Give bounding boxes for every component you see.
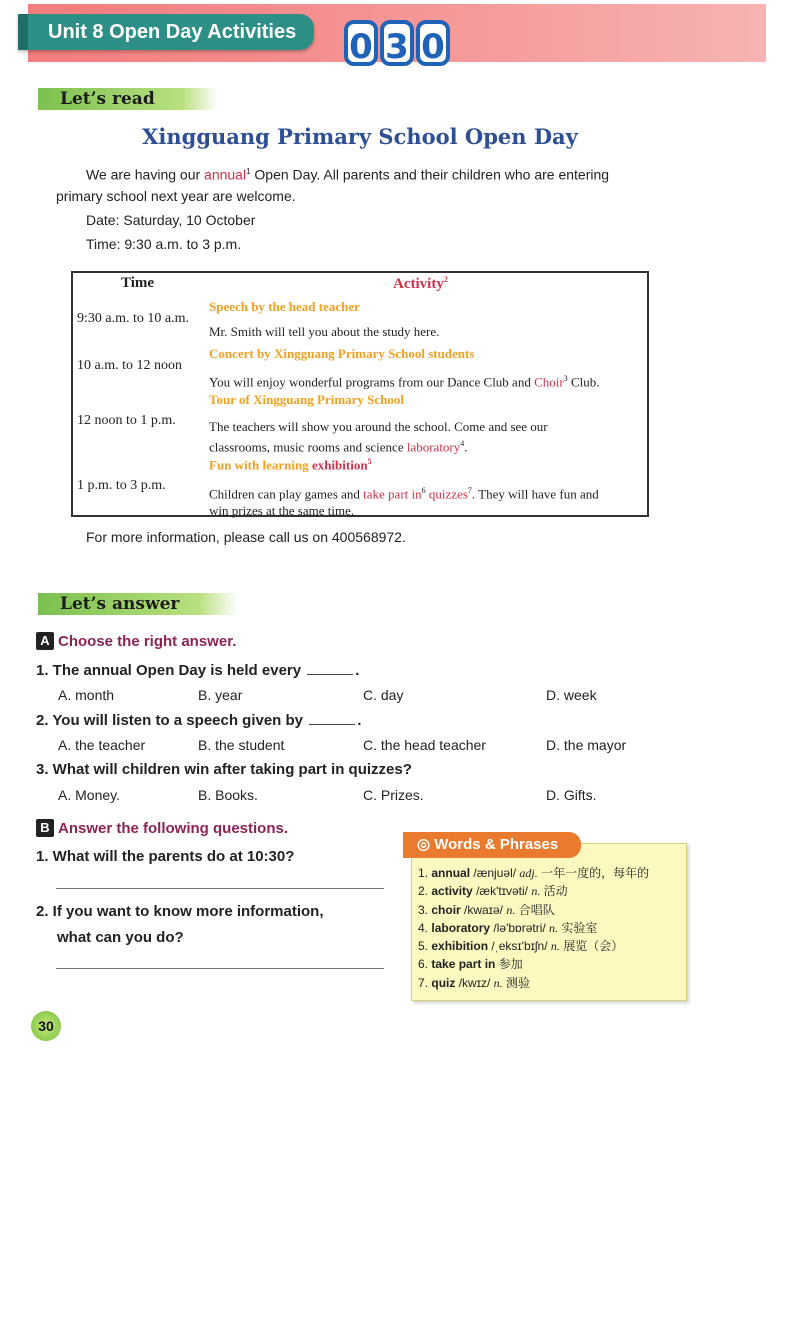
- answer-blank[interactable]: [309, 710, 355, 725]
- row-time: 1 p.m. to 3 p.m.: [77, 478, 166, 493]
- option[interactable]: D. week: [546, 687, 597, 703]
- option[interactable]: B. Books.: [198, 787, 258, 803]
- row-desc: Children can play games and take part $in^6$ quizzes$^7$. They will have fun and win prizes at the same time.: [209, 486, 599, 519]
- intro-line-1: We are having our annual$^1$ Open Day. All parents and their children who are entering: [86, 166, 610, 183]
- question-b1: 1. What will the parents do at 10:30?: [36, 848, 295, 865]
- col-header-time: Time: [121, 275, 155, 291]
- page-title: Xingguang Primary School Open Day: [142, 124, 578, 149]
- lets-answer-banner: Let’s answer: [38, 593, 238, 615]
- question-2: 2. You will listen to a speech given by .: [36, 712, 362, 729]
- page-code-digit: 0: [344, 20, 378, 66]
- page-code-digit: 3: [380, 20, 414, 66]
- row-desc: You will enjoy wonderful programs from our Dance Club and Choir$^3$ Club.: [209, 374, 600, 390]
- word-item: 6. take part in 参加: [418, 957, 523, 972]
- row-title: Fun with learning exhibition$^5$: [209, 457, 372, 473]
- option[interactable]: A. month: [58, 687, 115, 703]
- more-info: For more information, please call us on 400568972.: [86, 529, 406, 545]
- row-time: 12 noon to 1 p.m.: [77, 413, 176, 428]
- word-item: 7. quiz /kwɪz/ n. 测验: [418, 975, 531, 990]
- words-list: [418, 864, 649, 992]
- option[interactable]: D. the mayor: [546, 737, 627, 753]
- question-1: 1. The annual Open Day is held every .: [36, 662, 360, 679]
- lets-read-banner: Let’s read: [38, 88, 218, 110]
- option[interactable]: B. the student: [198, 737, 285, 753]
- schedule-table: [71, 271, 649, 517]
- words-phrases-title: ◎ Words & Phrases: [403, 832, 581, 858]
- option[interactable]: D. Gifts.: [546, 787, 597, 803]
- event-time: Time: 9:30 a.m. to 3 p.m.: [86, 236, 242, 252]
- option[interactable]: A. the teacher: [58, 737, 146, 753]
- option[interactable]: A. Money.: [58, 787, 120, 803]
- answer-line[interactable]: [56, 888, 384, 889]
- word-item: 5. exhibition /ˌeksɪ'bɪʃn/ n. 展览（会）: [418, 939, 624, 954]
- option[interactable]: B. year: [198, 687, 243, 703]
- section-a-heading: A Choose the right answer.: [36, 632, 236, 650]
- row-desc: The teachers will show you around the school. Come and see our classrooms, music rooms and science laboratory$^4$.: [209, 419, 548, 455]
- event-date: Date: Saturday, 10 October: [86, 212, 256, 228]
- row-title: Speech by the head teacher: [209, 299, 360, 314]
- question-3: 3. What will children win after taking part in quizzes?: [36, 761, 412, 778]
- word-item: 1. annual /ænjuəl/ adj. 一年一度的，每年的: [418, 866, 650, 880]
- row-time: 10 a.m. to 12 noon: [77, 358, 182, 373]
- question-b2-cont: what can you do?: [57, 929, 184, 946]
- word-item: 3. choir /kwaɪə/ n. 合唱队: [418, 902, 555, 917]
- unit-title: Unit 8 Open Day Activities: [18, 14, 314, 50]
- word-item: 2. activity /æk'tɪvəti/ n. 活动: [418, 884, 568, 899]
- col-header-activity: Activity$^2$: [393, 275, 448, 292]
- intro-line-2: primary school next year are welcome.: [56, 188, 296, 204]
- answer-blank[interactable]: [307, 660, 353, 675]
- row-title: Tour of Xingguang Primary School: [209, 392, 405, 407]
- answer-line[interactable]: [56, 968, 384, 969]
- row-desc: Mr. Smith will tell you about the study here.: [209, 324, 440, 339]
- option[interactable]: C. the head teacher: [363, 737, 486, 753]
- page-code-digit: 0: [416, 20, 450, 66]
- page-code: [344, 20, 450, 68]
- word-item: 4. laboratory /lə'bɒrətri/ n. 实验室: [418, 920, 598, 935]
- option[interactable]: C. Prizes.: [363, 787, 424, 803]
- option[interactable]: C. day: [363, 687, 404, 703]
- page-number: 30: [31, 1011, 61, 1041]
- row-time: 9:30 a.m. to 10 a.m.: [77, 311, 189, 326]
- row-title: Concert by Xingguang Primary School students: [209, 346, 475, 361]
- section-b-heading: B Answer the following questions.: [36, 819, 288, 837]
- question-b2: 2. If you want to know more information,: [36, 903, 324, 920]
